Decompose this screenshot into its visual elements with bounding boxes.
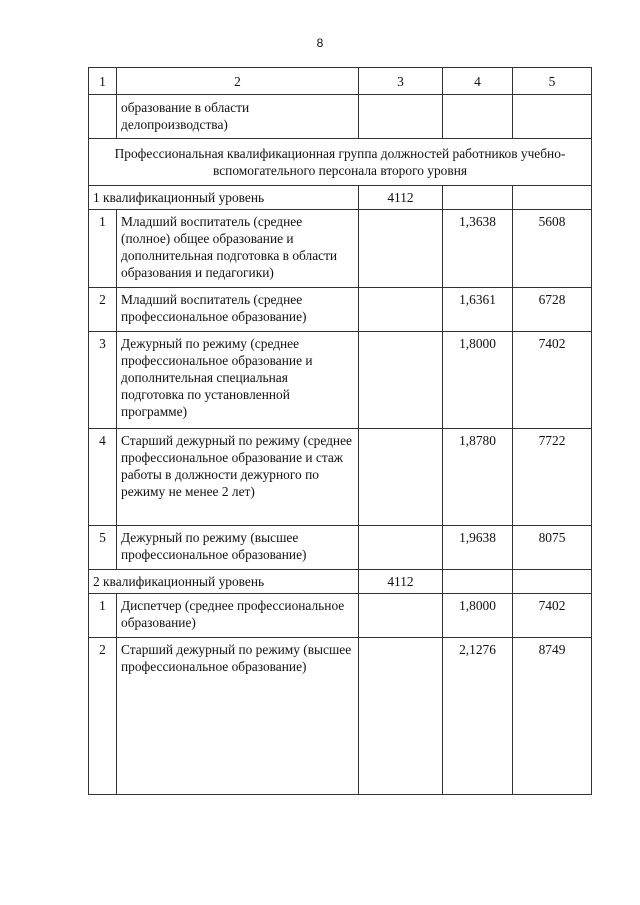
table-row [89,210,592,288]
position-name: Старший дежурный по режиму (высшее профессиональное образование) [117,638,359,795]
table-row [89,288,592,332]
group-title-row [89,139,592,186]
position-name: Диспетчер (среднее профессиональное образование) [117,594,359,638]
position-name: Дежурный по режиму (среднее профессиональное образование и дополнительная специальная подготовка по установленной программе) [117,332,359,429]
salary: 7402 [513,594,592,638]
salary-table [88,67,592,795]
level-code: 4112 [359,570,443,594]
row-number: 3 [89,332,117,429]
row-number: 2 [89,288,117,332]
table-cell [359,594,443,638]
header-row [89,68,592,95]
coefficient: 1,8000 [443,332,513,429]
coefficient: 1,6361 [443,288,513,332]
coefficient: 1,8780 [443,429,513,526]
header-cell: 5 [513,68,592,95]
salary: 7402 [513,332,592,429]
salary: 8749 [513,638,592,795]
group-title: Профессиональная квалификационная группа должностей работников учебно-вспомогательного персонала второго уровня [89,139,592,186]
salary: 6728 [513,288,592,332]
table-cell [359,210,443,288]
header-cell: 3 [359,68,443,95]
salary: 8075 [513,526,592,570]
position-name: Младший воспитатель (среднее (полное) общее образование и дополнительная подготовка в области образования и педагогики) [117,210,359,288]
continuation-row [89,95,592,139]
table-cell [513,186,592,210]
table-row [89,594,592,638]
position-name: Старший дежурный по режиму (среднее профессиональное образование и стаж работы в должности дежурного по режиму не менее 2 лет) [117,429,359,526]
table-cell [359,526,443,570]
table-row [89,638,592,795]
table-cell [359,95,443,139]
table-cell [359,288,443,332]
row-number: 1 [89,594,117,638]
position-name: Младший воспитатель (среднее профессиональное образование) [117,288,359,332]
header-cell: 2 [117,68,359,95]
level-row [89,186,592,210]
coefficient: 1,3638 [443,210,513,288]
row-number: 2 [89,638,117,795]
page-number: 8 [316,36,324,50]
row-number: 4 [89,429,117,526]
table-cell [443,570,513,594]
row-number: 1 [89,210,117,288]
table-cell [513,570,592,594]
position-name: Дежурный по режиму (высшее профессиональное образование) [117,526,359,570]
table-row [89,429,592,526]
level-row [89,570,592,594]
salary: 7722 [513,429,592,526]
header-cell: 1 [89,68,117,95]
continuation-text: образование в области делопроизводства) [117,95,359,139]
row-number: 5 [89,526,117,570]
table-cell [359,332,443,429]
coefficient: 2,1276 [443,638,513,795]
table-row [89,332,592,429]
table-cell [443,95,513,139]
table-cell [513,95,592,139]
table-cell [89,95,117,139]
level-code: 4112 [359,186,443,210]
table-cell [443,186,513,210]
coefficient: 1,9638 [443,526,513,570]
table-cell [359,429,443,526]
header-cell: 4 [443,68,513,95]
level-label: 1 квалификационный уровень [89,186,359,210]
table-row [89,526,592,570]
coefficient: 1,8000 [443,594,513,638]
salary: 5608 [513,210,592,288]
level-label: 2 квалификационный уровень [89,570,359,594]
table-cell [359,638,443,795]
